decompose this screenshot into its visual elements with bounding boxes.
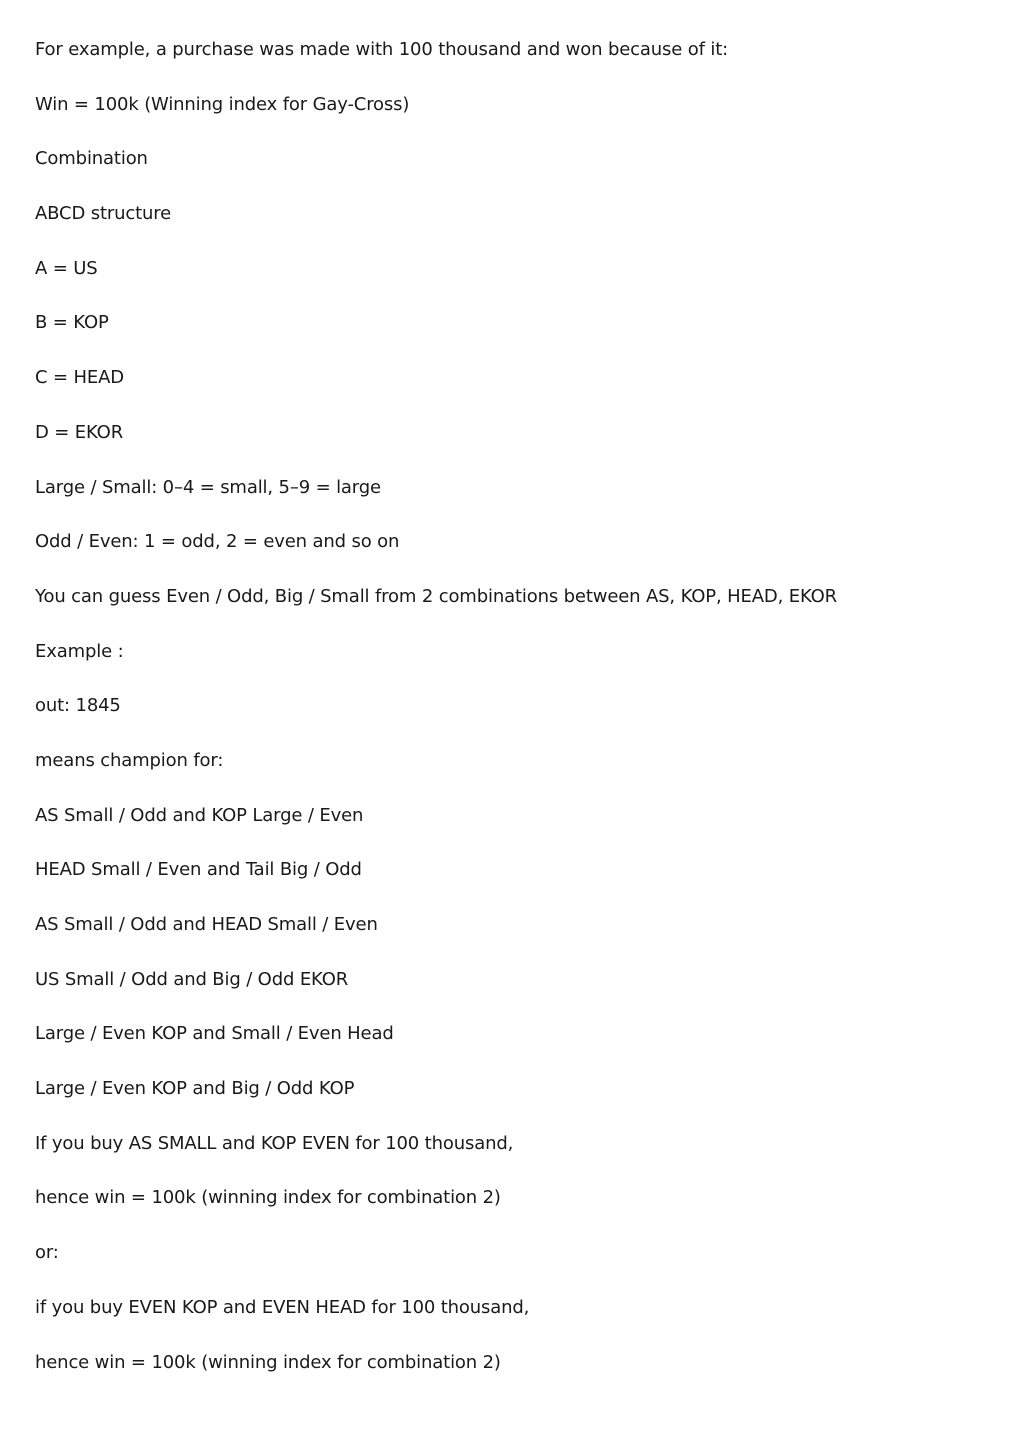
paragraph: Win = 100k (Winning index for Gay-Cross): [35, 93, 410, 115]
paragraph: if you buy EVEN KOP and EVEN HEAD for 100 thousand,: [35, 1296, 530, 1318]
paragraph: Combination: [35, 148, 148, 170]
paragraph: C = HEAD: [35, 367, 124, 389]
paragraph: Large / Even KOP and Small / Even Head: [35, 1023, 394, 1045]
paragraph: If you buy AS SMALL and KOP EVEN for 100 thousand,: [35, 1132, 514, 1154]
paragraph: hence win = 100k (winning index for combination 2): [35, 1351, 501, 1373]
paragraph: D = EKOR: [35, 421, 124, 443]
paragraph: AS Small / Odd and HEAD Small / Even: [35, 914, 378, 935]
paragraph: ABCD structure: [35, 203, 172, 225]
paragraph: B = KOP: [35, 312, 109, 334]
document-body: [35, 37, 995, 1404]
paragraph: For example, a purchase was made with 100 thousand and won because of it:: [35, 39, 729, 60]
paragraph: Large / Even KOP and Big / Odd KOP: [35, 1078, 355, 1100]
paragraph: Large / Small: 0–4 = small, 5–9 = large: [35, 476, 381, 498]
paragraph: AS Small / Odd and KOP Large / Even: [35, 804, 364, 826]
paragraph: A = US: [35, 257, 98, 279]
paragraph: means champion for:: [35, 749, 224, 771]
paragraph: Example :: [35, 640, 124, 662]
paragraph: HEAD Small / Even and Tail Big / Odd: [35, 859, 362, 881]
paragraph: hence win = 100k (winning index for combination 2): [35, 1187, 501, 1209]
paragraph: out: 1845: [35, 695, 121, 717]
paragraph: You can guess Even / Odd, Big / Small from 2 combinations between AS, KOP, HEAD, EKOR: [35, 585, 838, 607]
paragraph: US Small / Odd and Big / Odd EKOR: [35, 968, 349, 990]
paragraph: Odd / Even: 1 = odd, 2 = even and so on: [35, 531, 400, 553]
paragraph: or:: [35, 1242, 59, 1264]
